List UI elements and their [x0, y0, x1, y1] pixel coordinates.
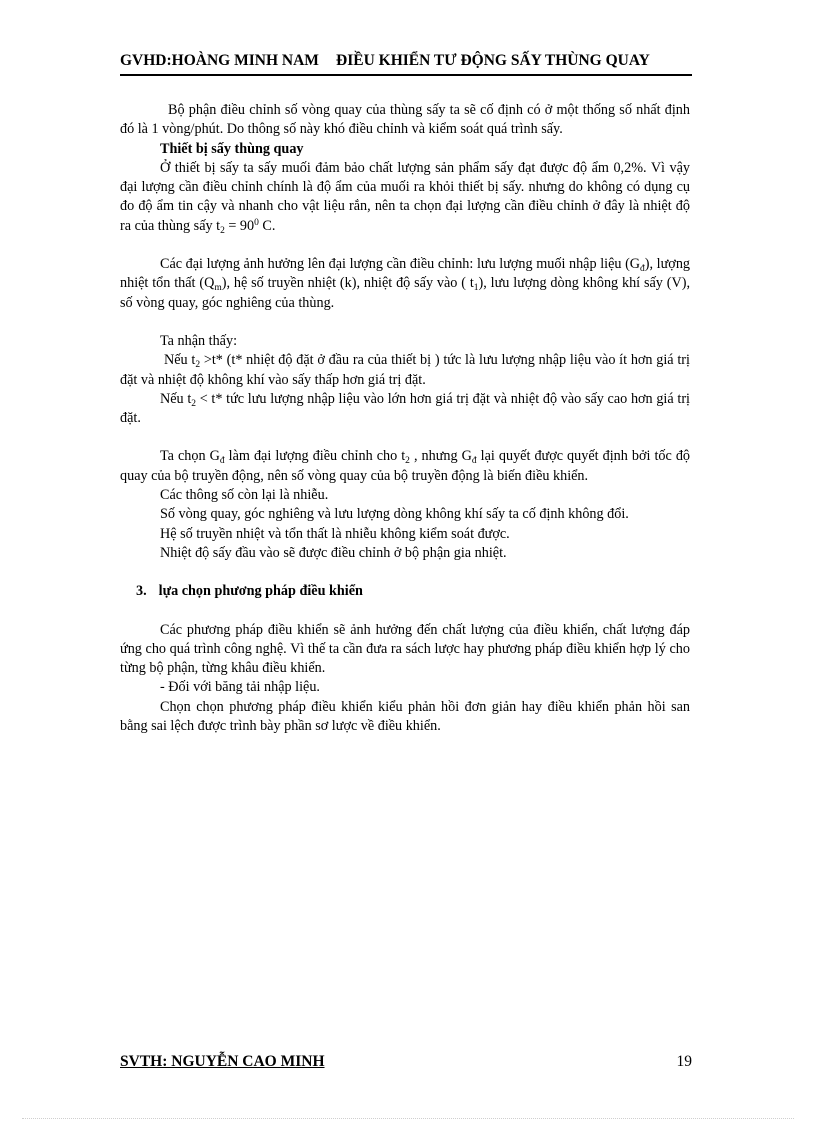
- paragraph-uncontrolled: Hệ số truyền nhiệt và tổn thất là nhiễu không kiểm soát được.: [160, 525, 510, 542]
- text-run: Nếu t: [164, 352, 196, 369]
- spacer: [120, 428, 690, 447]
- text-run: Ở thiết bị sấy ta sấy muối đảm bảo chất lượng sản phẩm sấy đạt được độ ẩm 0,2%. Vì vậy đại lượng cần điều chỉnh chính là độ ẩm của muối ra khỏi thiết bị sấy. nhưng do không có dụng cụ đo độ ẩm tin cậy và nhanh cho vật liệu rắn, nên ta chọn đại lượng cần điều chỉnh ở đây là nhiệt độ ra của thùng sấy t: [120, 159, 690, 234]
- paragraph-influencing-variables: [120, 255, 690, 313]
- spacer: [120, 602, 690, 621]
- subscript: đ: [640, 264, 645, 275]
- text-run: < t* tức lưu lượng nhập liệu vào lớn hơn giá trị đặt và nhiệt độ vào sấy cao hơn giá trị đặt.: [120, 390, 690, 427]
- text-run: ), lượng nhiệt tổn thất (Q: [120, 256, 691, 292]
- paragraph-observation: Ta nhận thấy:: [160, 332, 238, 349]
- spacer: [120, 236, 690, 255]
- subscript: 1: [473, 283, 479, 294]
- paragraph-feed-conveyor: - Đối với băng tải nhập liệu.: [160, 679, 320, 696]
- page-number: 19: [676, 1053, 692, 1070]
- text-run: Các đại lượng ảnh hưởng lên đại lượng cần điều chỉnh: lưu lượng muối nhập liệu (G: [160, 256, 641, 273]
- spacer: [120, 313, 690, 332]
- text-run: ), lưu lượng dòng không khí sấy (V), số vòng quay, góc nghiêng của thùng.: [120, 275, 690, 311]
- text-run: làm đại lượng điều chỉnh cho t: [224, 448, 406, 465]
- superscript: 0: [254, 217, 259, 228]
- section-3-heading: [120, 582, 690, 601]
- document-body: [120, 101, 690, 736]
- text-run: = 90: [224, 217, 255, 234]
- paragraph-feedback-choice: Chọn chọn phương pháp điều khiển kiểu phản hồi đơn giản hay điều khiển phản hồi san bằng sai lệch được trình bày phần sơ lược về điều khiển.: [120, 698, 690, 735]
- header-title: ĐIỀU KHIỂN TƯ ĐỘNG SẤY THÙNG QUAY: [336, 52, 650, 69]
- paragraph-case-greater: [120, 351, 690, 390]
- text-run: C.: [258, 217, 276, 234]
- heading-rotary-dryer: Thiết bị sấy thùng quay: [160, 140, 304, 157]
- section-number: 3.: [136, 583, 147, 600]
- subscript: đ: [219, 456, 225, 467]
- spacer: [120, 563, 690, 582]
- subscript: 2: [220, 225, 225, 236]
- paragraph-inlet-temp: Nhiệt độ sấy đầu vào sẽ được điều chỉnh ở bộ phận gia nhiệt.: [160, 544, 507, 561]
- page-header: [120, 52, 692, 76]
- paragraph-fixed-params: Số vòng quay, góc nghiêng và lưu lượng dòng không khí sấy ta cố định không đổi.: [160, 506, 629, 523]
- subscript: 2: [191, 398, 197, 409]
- text-run: lại quyết được quyết định bởi tốc độ quay của bộ truyền động, nên số vòng quay của bộ truyền động là biến điều khiển.: [120, 448, 691, 484]
- paragraph-control-choice: [120, 447, 690, 486]
- subscript: 2: [195, 360, 201, 371]
- paragraph-dryer-moisture: [120, 159, 690, 236]
- section-title: lựa chọn phương pháp điều khiển: [158, 583, 363, 600]
- header-advisor: GVHD:HOÀNG MINH NAM: [120, 52, 319, 69]
- text-run: ), hệ số truyền nhiệt (k), nhiệt độ sấy vào ( t: [221, 275, 474, 292]
- text-run: , nhưng G: [409, 448, 472, 465]
- subscript: m: [214, 283, 222, 294]
- page-edge-divider: [22, 1118, 794, 1119]
- subscript: đ: [471, 456, 477, 467]
- paragraph-rotation-speed: Bộ phận điều chỉnh số vòng quay của thùng sấy ta sẽ cố định có ở một thống số nhất định đó là 1 vòng/phút. Do thông số này khó điều chỉnh và kiểm soát quá trình sấy.: [120, 102, 690, 138]
- paragraph-case-less: [120, 390, 690, 429]
- paragraph-disturbances: Các thông số còn lại là nhiễu.: [160, 487, 329, 504]
- subscript: 2: [405, 456, 410, 467]
- text-run: >t* (t* nhiệt độ đặt ở đầu ra của thiết bị ) tức là lưu lượng nhập liệu vào ít hơn giá trị đặt và nhiệt độ không khí vào sấy thấp hơn giá trị đặt.: [120, 352, 690, 388]
- text-run: Ta chọn G: [160, 448, 220, 465]
- footer-student: SVTH: NGUYỄN CAO MINH: [120, 1053, 325, 1070]
- text-run: Nếu t: [160, 390, 192, 407]
- paragraph-control-methods: Các phương pháp điều khiển sẽ ảnh hưởng đến chất lượng của điều khiển, chất lượng đáp ứng cho quá trình công nghệ. Vì thế ta cần đưa ra sách lược hay phương pháp điều khiển hợp lý cho từng bộ phận, từng khâu điều khiển.: [120, 621, 690, 677]
